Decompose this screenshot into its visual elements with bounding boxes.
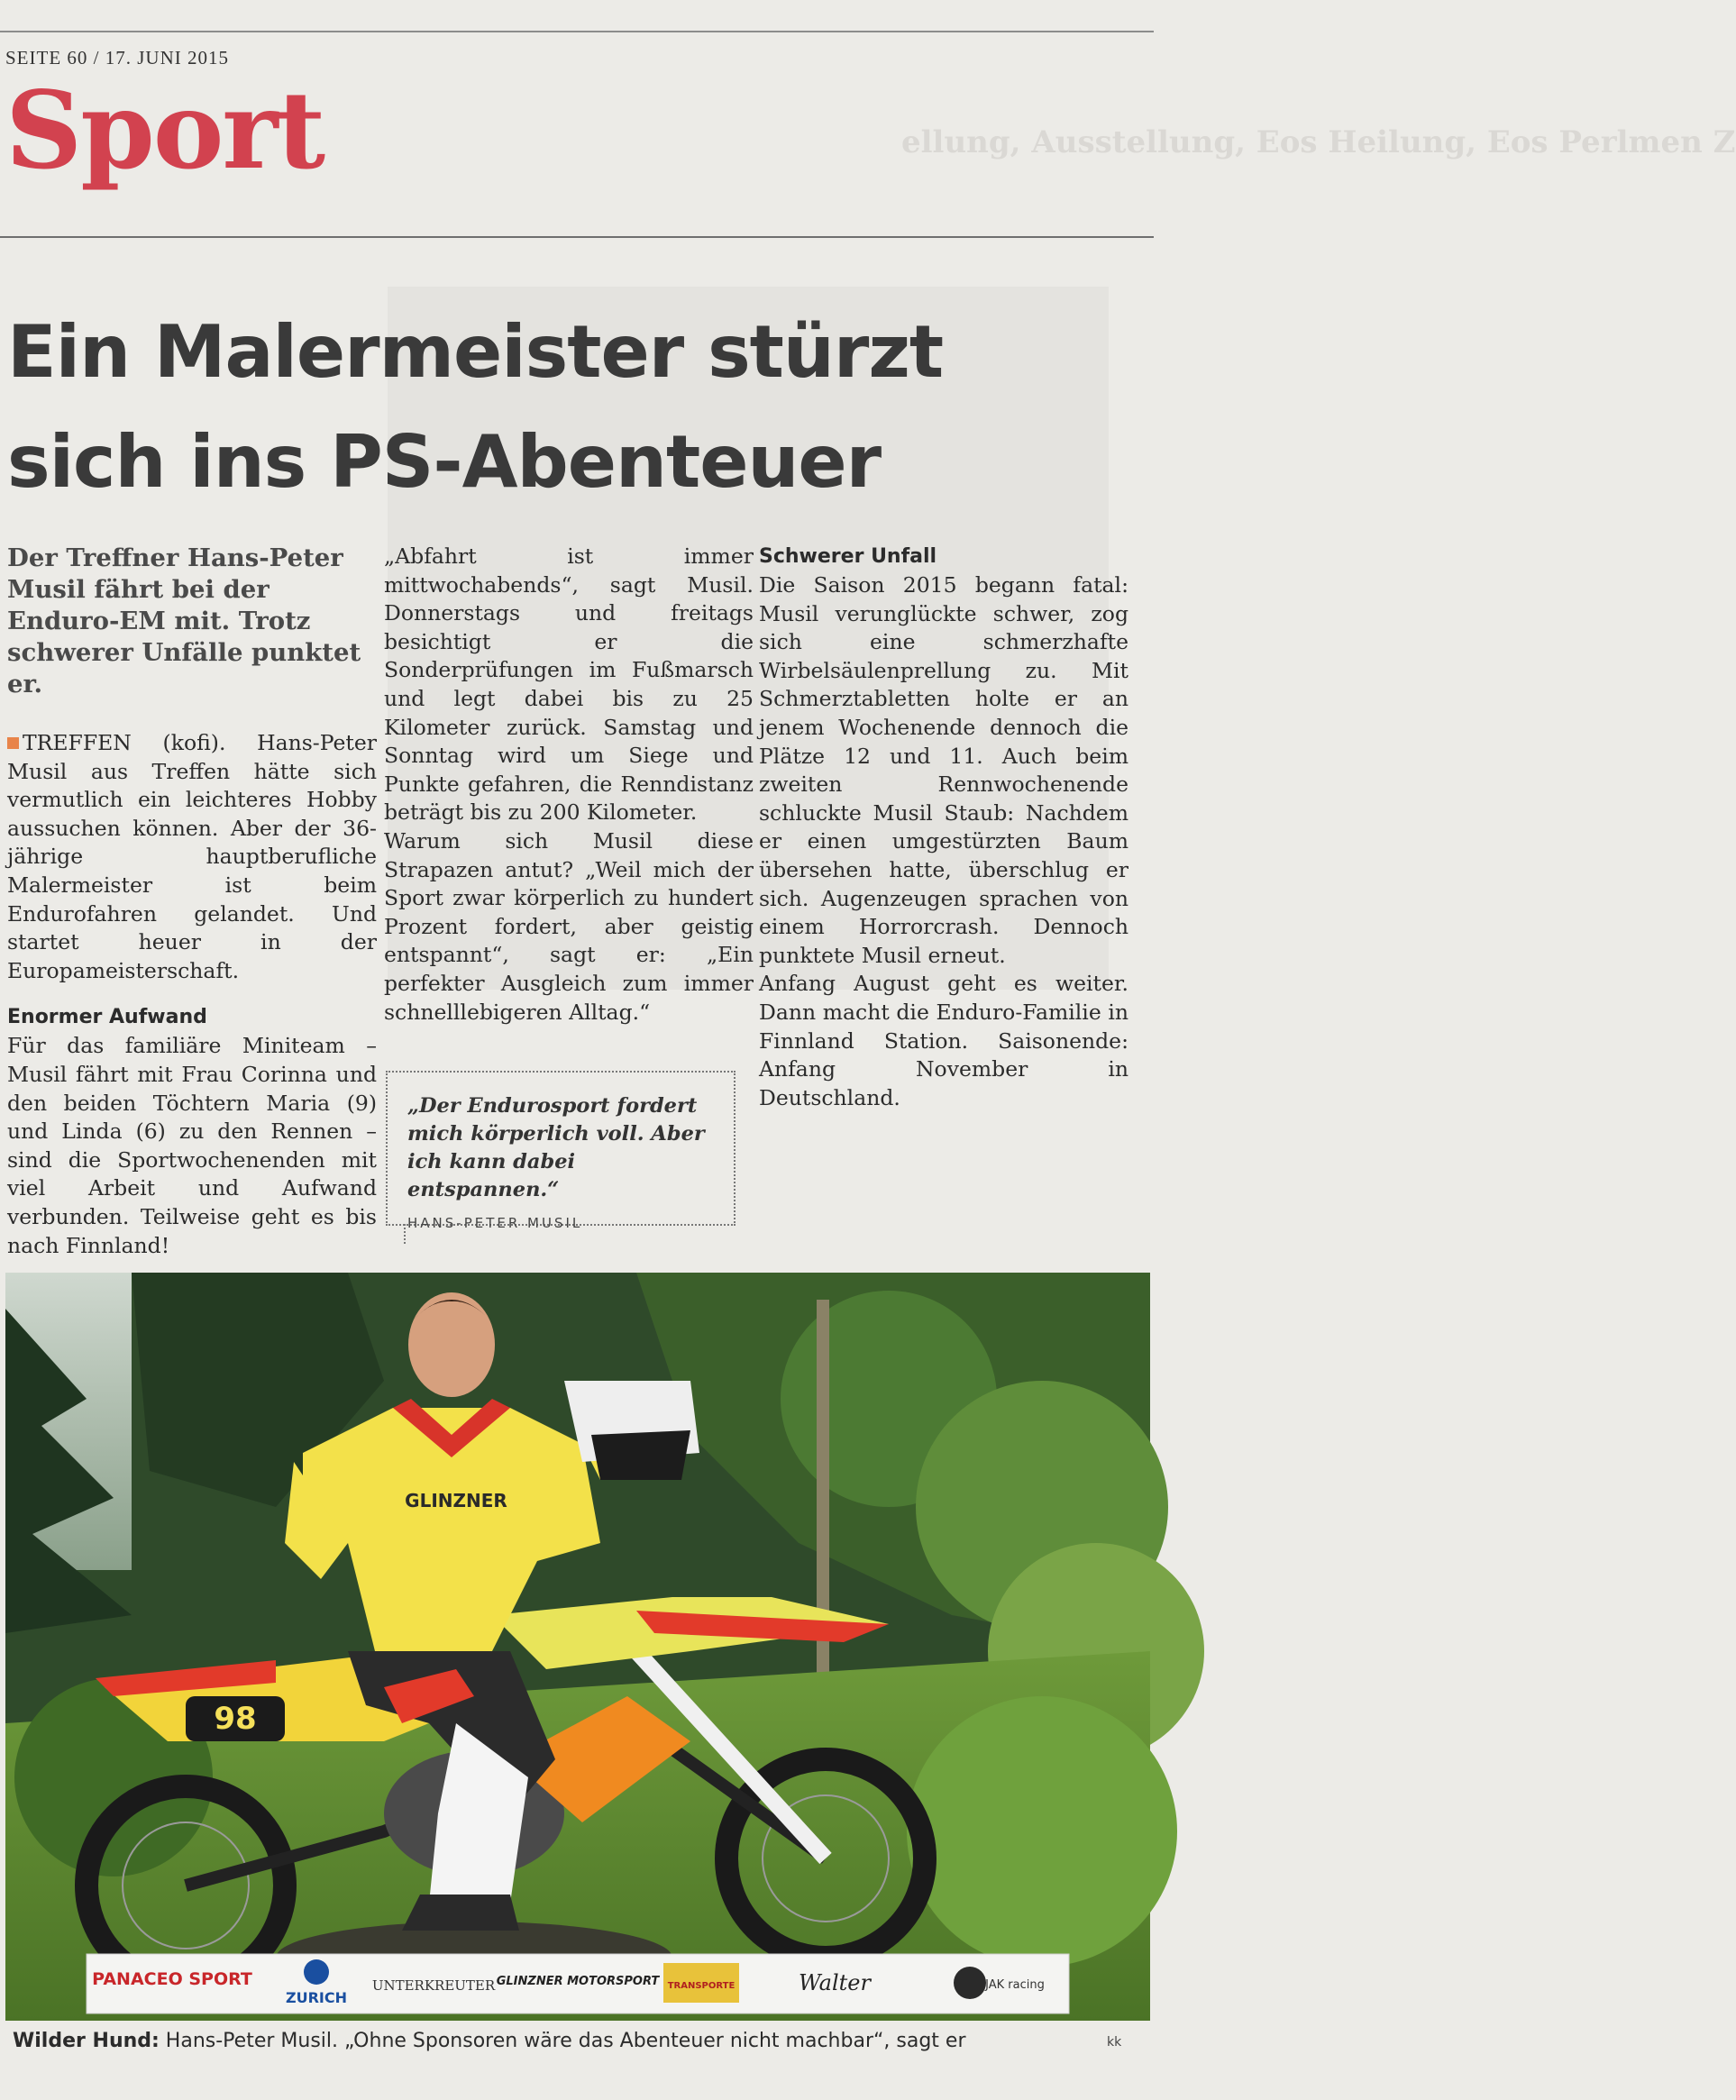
paragraph-season: Die Saison 2015 begann fatal: Musil verunglückte schwer, zog sich eine schmerzhafte Wirbelsäulenprellung zu. Mit Schmerztabletten holte er an jenem Wochenende dennoch die Plätze 12 und 11. Auch beim zweiten Rennwochenende schluckte Musil Staub: Nachdem er einen umgestürzten Baum übersehen hatte, überschlug er sich. Augenzeugen sprachen von einem Horrorcrash. Dennoch punktete Musil erneut. [759, 572, 1128, 968]
sponsor-logo-zurich: ZURICH [286, 1989, 347, 2006]
pull-quote-author: HANS-PETER MUSIL [407, 1215, 583, 1231]
bike-number: 98 [214, 1701, 257, 1737]
paragraph-intro [7, 729, 377, 985]
column-2 [384, 543, 754, 1027]
headline-line-2: sich ins PS-Abenteuer [7, 420, 882, 504]
sponsor-logo-glinzner: GLINZNER MOTORSPORT [496, 1975, 660, 1988]
paragraph-family: Für das familiäre Miniteam – Musil fährt mit Frau Corinna und den beiden Töchtern Maria (9) und Linda (6) zu den Rennen – sind die Sportwochenenden mit viel Arbeit und Aufwand verbunden. Teilweise geht es bis nach Finnland! [7, 1033, 377, 1258]
article-lede: Der Treffner Hans-Peter Musil fährt bei der Enduro-EM mit. Trotz schwerer Unfälle punktet er. [7, 543, 361, 698]
paragraph-schedule: „Abfahrt ist immer mittwochabends“, sagt Musil. Donnerstags und freitags besichtigt er die Sonderprüfungen im Fußmarsch und legt dabei bis zu 25 Kilometer zurück. Samstag und Sonntag wird um Siege und Punkte gefahren, die Renndistanz beträgt bis zu 200 Kilometer. [384, 543, 754, 826]
caption-text: Hans-Peter Musil. „Ohne Sponsoren wäre das Abenteuer nicht machbar“, sagt er [159, 2030, 966, 2052]
subhead-aufwand: Enormer Aufwand [7, 1006, 207, 1029]
bullet-square-icon [7, 737, 19, 749]
jersey-label: GLINZNER [405, 1490, 507, 1511]
pull-quote-text: „Der Endurosport fordert mich körperlich voll. Aber ich kann dabei entspannen.“ [407, 1094, 705, 1201]
section-title: Sport [5, 68, 324, 193]
sponsor-logo-jak: JAK racing [985, 1978, 1045, 1992]
subhead-unfall: Schwerer Unfall [759, 545, 937, 568]
photo-credit: kk [1107, 2035, 1122, 2050]
top-rule [0, 31, 1154, 32]
rider-photo-illustration [5, 1273, 1150, 2021]
sponsor-logo-panaceo: PANACEO SPORT [92, 1969, 252, 1989]
headline-line-1: Ein Malermeister stürzt [7, 310, 944, 394]
pull-quote-pointer [404, 1224, 406, 1244]
column-1 [7, 543, 377, 1260]
column-3 [759, 543, 1128, 1112]
caption-lead: Wilder Hund: [13, 2030, 160, 2052]
photo-caption [13, 2030, 1121, 2052]
paragraph-outlook: Anfang August geht es weiter. Dann macht die Enduro-Familie in Finnland Station. Saisonende: Anfang November in Deutschland. [759, 971, 1128, 1110]
section-rule [0, 236, 1154, 238]
sponsor-logo-transporte: TRANSPORTE [667, 1981, 736, 1991]
sponsor-banner [87, 1954, 1069, 2013]
sponsor-logo-unterkreuter: UNTERKREUTER [371, 1977, 496, 1994]
paragraph-motivation: Warum sich Musil diese Strapazen antut? „Weil mich der Sport zwar körperlich zu hundert Prozent fordert, aber geistig entspannt“, sagt er: „Ein perfekter Ausgleich zum immer schnelllebigeren Alltag.“ [384, 827, 754, 1025]
sponsor-logo-walter: Walter [799, 1970, 871, 1995]
dateline: SEITE 60 / 17. JUNI 2015 [5, 47, 229, 68]
paragraph-intro-text: (kofi). Hans-Peter Musil aus Treffen hätte sich vermutlich ein leichteres Hobby aussuchen können. Aber der 36-jährige hauptberufliche Malermeister ist beim Endurofahren gelandet. Und startet heuer in der Europameisterschaft. [7, 730, 377, 983]
place-tag: TREFFEN [23, 730, 132, 755]
pull-quote [386, 1071, 736, 1231]
article-photo [5, 1273, 1150, 2021]
bleed-through-text: ellung, Ausstellung, Eos Heilung, Eos Perlmen Z [901, 124, 1736, 160]
article-headline [7, 297, 1143, 517]
